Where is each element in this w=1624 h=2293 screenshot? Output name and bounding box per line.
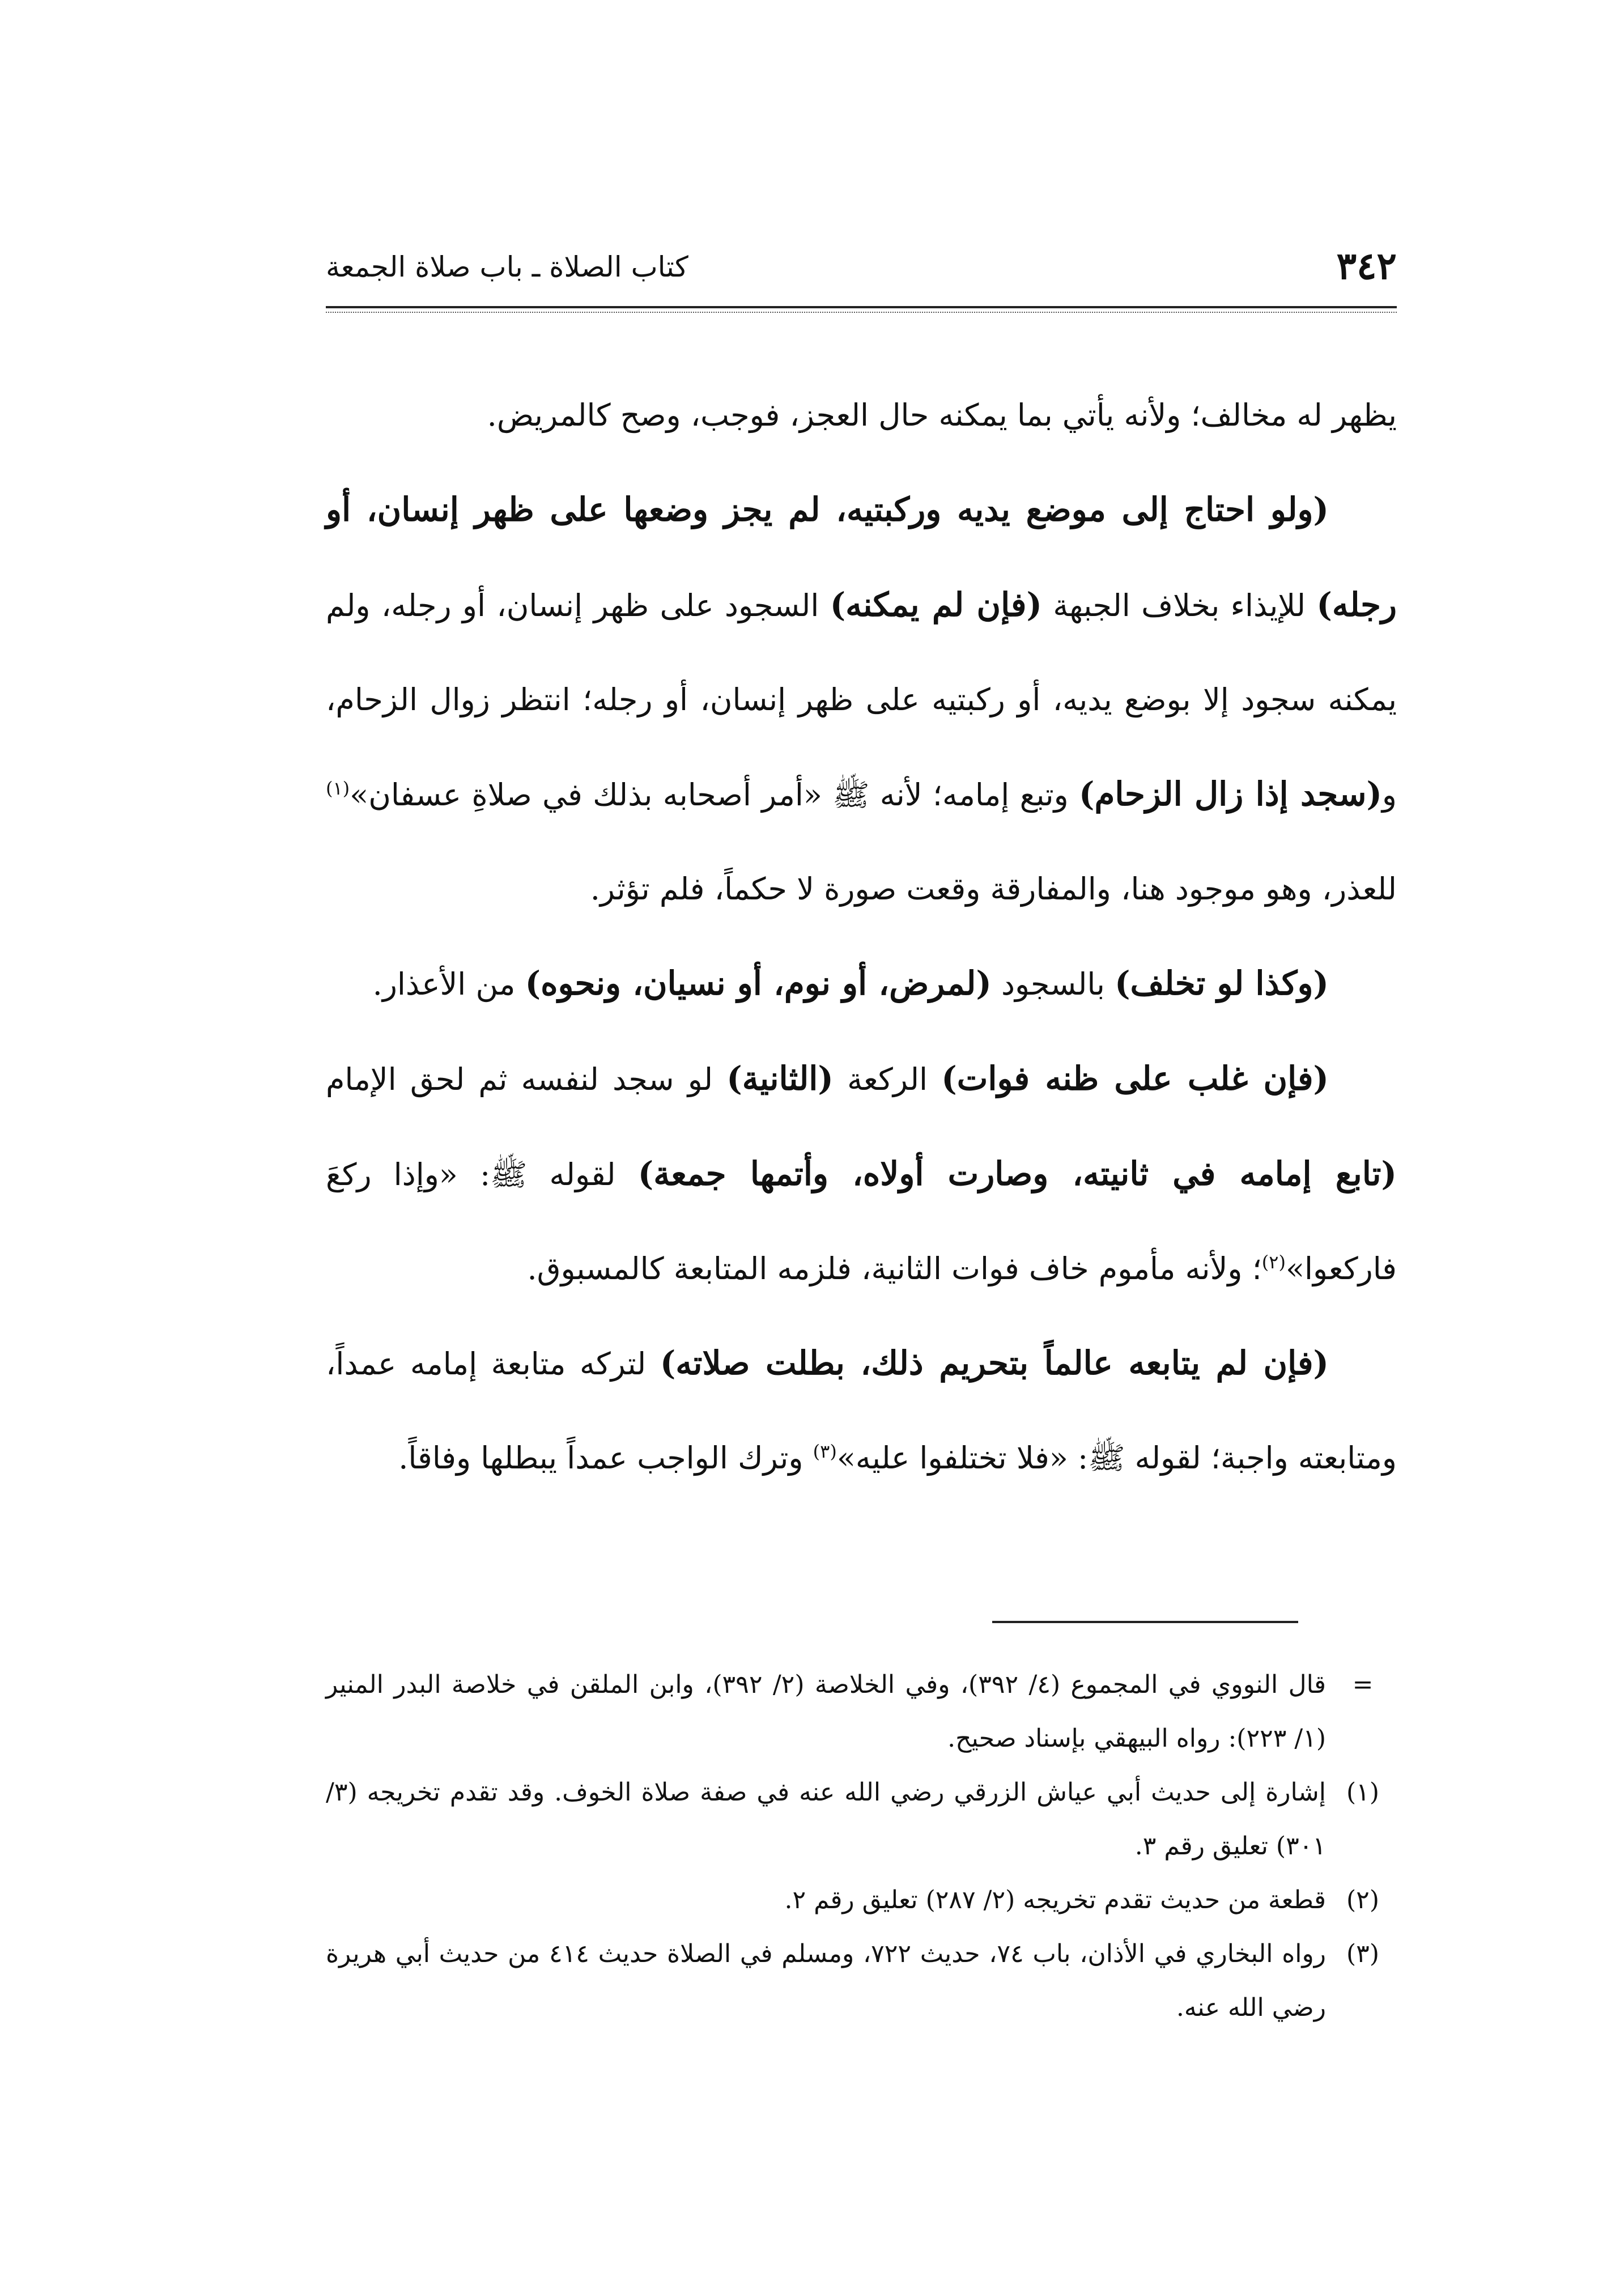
matn-text: (تابع إمامه في ثانيته، وصارت أولاه، وأتمها جمعة) — [637, 1154, 1397, 1193]
matn-text: (فإن لم يتابعه عالماً بتحريم ذلك، بطلت صلاته) — [660, 1344, 1329, 1382]
matn-text: (فإن غلب على ظنه فوات) — [941, 1059, 1329, 1098]
matn-text: (الثانية) — [726, 1059, 834, 1098]
footnote-text: قال النووي في المجموع (٤/ ٣٩٢)، وفي الخلاصة (٢/ ٣٩٢)، وابن الملقن في خلاصة البدر المنير (١/ ٢٢٣): رواه البيهقي بإسناد صحيح. — [326, 1670, 1327, 1753]
header-rule — [326, 306, 1397, 313]
matn-text: (ولو احتاج إلى موضع يديه وركبتيه، لم يجز وضعها على ظهر إنسان، أو رجله) — [326, 490, 1397, 624]
text-run: يظهر له مخالف؛ ولأنه يأتي بما يمكنه حال العجز، فوجب، وصح كالمريض. — [487, 397, 1397, 433]
footnote-ref: (٢) — [1261, 1251, 1286, 1273]
text-run: للإيذاء بخلاف الجبهة — [1041, 588, 1317, 623]
text-run: وتبع إمامه؛ لأنه ﷺ «أمر أصحابه بذلك في صلاةِ عسفان» — [350, 777, 1079, 813]
text-run: السجود على ظهر إنسان، أو رجله، ولم يمكنه سجود إلا بوضع يديه، أو ركبتيه على ظهر إنسان، أو رجله؛ انتظر زوال الزحام، و — [326, 588, 1397, 813]
matn-text: (لمرض، أو نوم، أو نسيان، ونحوه) — [525, 964, 992, 1003]
paragraph-2 — [326, 462, 1397, 936]
paragraph-3 — [326, 936, 1397, 1031]
text-run: لتركه متابعة إمامه عمداً، ومتابعته واجبة؛ لقوله ﷺ: «فلا تختلفوا عليه» — [326, 1346, 1397, 1476]
footnote-marker: (٢) — [1346, 1886, 1379, 1914]
footnote-marker: (١) — [1346, 1778, 1379, 1807]
running-title: كتاب الصلاة ـ باب صلاة الجمعة — [326, 250, 688, 283]
main-text — [326, 368, 1397, 1505]
paragraph-4 — [326, 1031, 1397, 1316]
text-run: من الأعذار. — [372, 966, 525, 1002]
footnote-marker: = — [1352, 1670, 1374, 1699]
text-run: للعذر، وهو موجود هنا، والمفارقة وقعت صورة لا حكماً، فلم تؤثر. — [590, 871, 1397, 907]
footnote-separator — [992, 1621, 1298, 1623]
footnote-text: قطعة من حديث تقدم تخريجه (٢/ ٢٨٧) تعليق رقم ٢. — [784, 1886, 1326, 1914]
footnote-ref: (١) — [326, 778, 350, 799]
footnote-continued — [326, 1658, 1397, 1765]
footnote-marker: (٣) — [1346, 1939, 1379, 1968]
text-run: ؛ ولأنه مأموم خاف فوات الثانية، فلزمه المتابعة كالمسبوق. — [527, 1251, 1262, 1286]
footnote-2 — [326, 1873, 1397, 1927]
footnote-ref: (٣) — [813, 1441, 837, 1462]
footnote-text: إشارة إلى حديث أبي عياش الزرقي رضي الله عنه في صفة صلاة الخوف. وقد تقدم تخريجه (٣/ ٣٠١) تعليق رقم ٣. — [326, 1778, 1326, 1861]
footnote-text: رواه البخاري في الأذان، باب ٧٤، حديث ٧٢٢، ومسلم في الصلاة حديث ٤١٤ من حديث أبي هريرة رضي الله عنه. — [326, 1939, 1326, 2022]
text-run: بالسجود — [991, 966, 1115, 1002]
matn-text: (وكذا لو تخلف) — [1115, 964, 1329, 1003]
footnote-1 — [326, 1765, 1397, 1873]
text-run: وترك الواجب عمداً يبطلها وفاقاً. — [398, 1440, 813, 1476]
matn-text: (فإن لم يمكنه) — [830, 585, 1042, 624]
text-run: الركعة — [833, 1061, 942, 1097]
paragraph-5 — [326, 1316, 1397, 1505]
paragraph-1 — [326, 368, 1397, 462]
footnote-3 — [326, 1927, 1397, 2035]
matn-text: (سجد إذا زال الزحام) — [1079, 775, 1382, 813]
page-number: ٣٤٢ — [1336, 244, 1397, 288]
text-run: لو سجد لنفسه ثم لحق الإمام — [326, 1061, 727, 1097]
page-header — [326, 238, 1397, 300]
text-run: لقوله ﷺ: «وإذا ركعَ فاركعوا» — [326, 1157, 1397, 1286]
footnotes — [326, 1658, 1397, 2035]
